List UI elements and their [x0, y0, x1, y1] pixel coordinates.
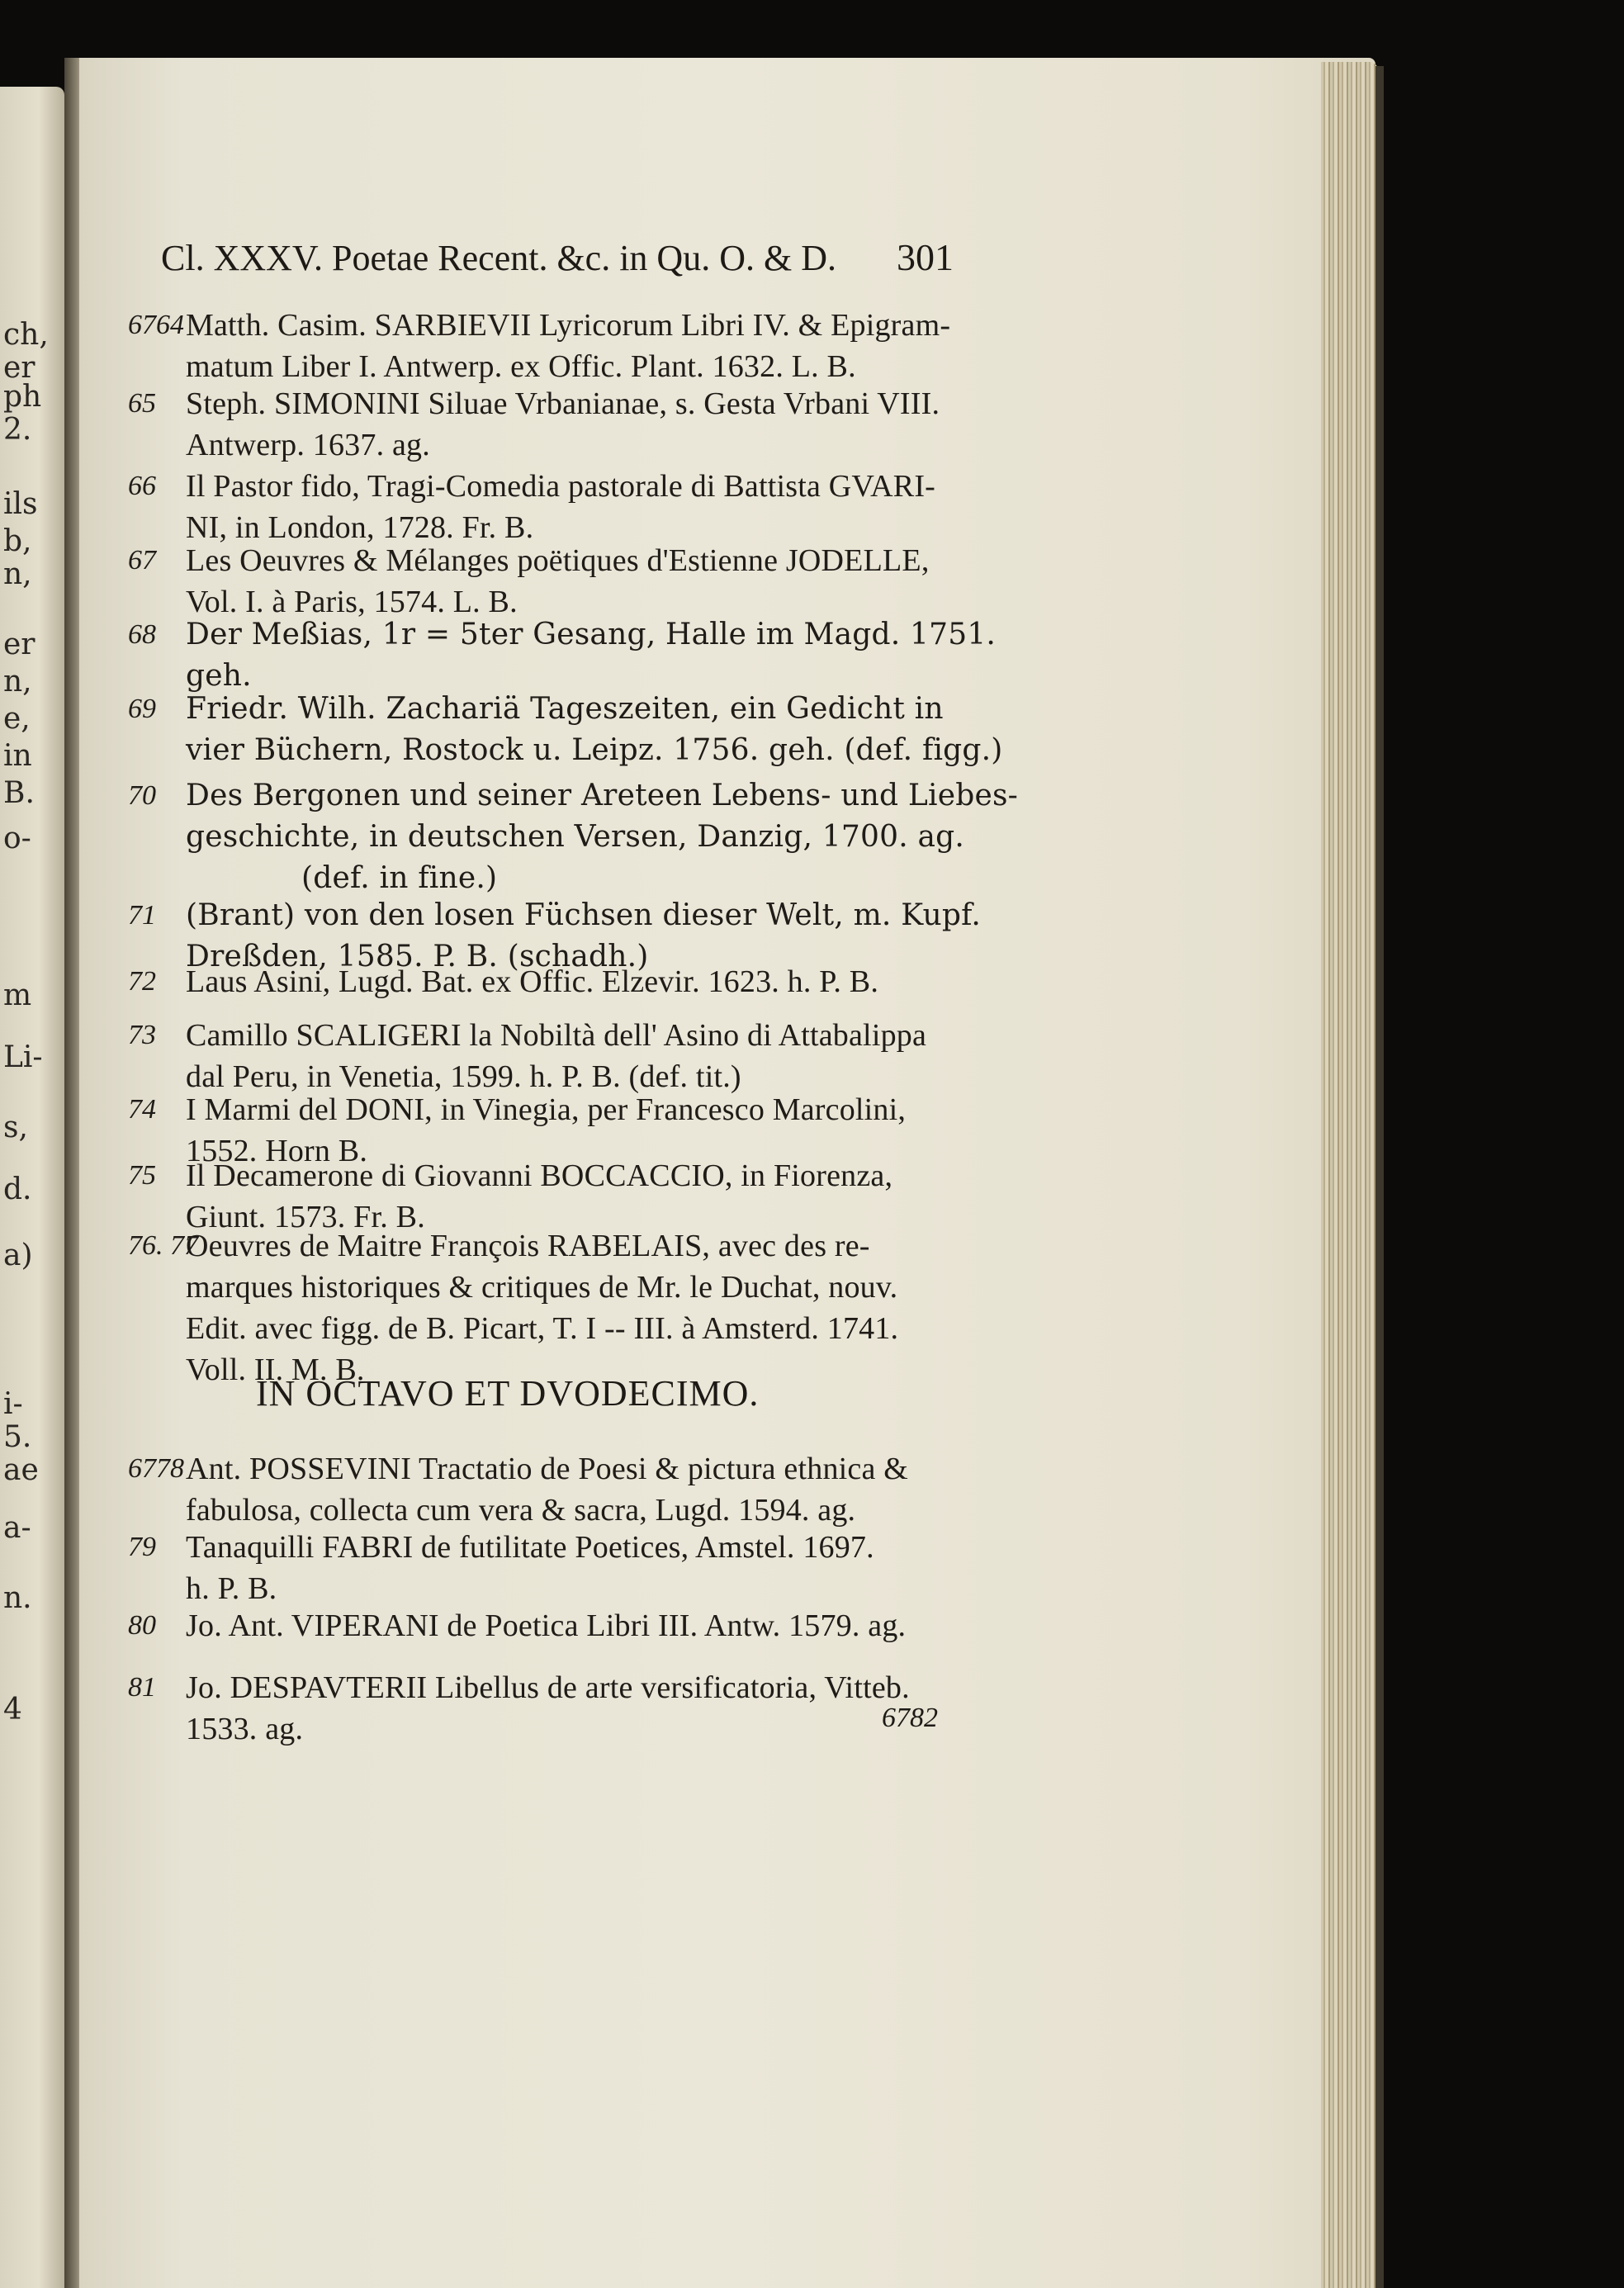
entry-line: 1533. ag. [186, 1712, 304, 1746]
entry-line: Des Bergonen und seiner Areteen Lebens- und Liebes- [186, 779, 1019, 812]
left-page-fragment: 5. [3, 1420, 32, 1454]
page-fore-edge [1321, 62, 1379, 2288]
left-page-fragment: a) [3, 1239, 33, 1272]
left-page-fragment: Li- [3, 1040, 43, 1074]
entry-line: Friedr. Wilh. Zachariä Tageszeiten, ein Gedicht in [186, 692, 944, 726]
left-page-fragment: n, [3, 665, 32, 699]
entry-line: marques historiques & critiques de Mr. le Duchat, nouv. [186, 1270, 898, 1305]
left-page-fragment: er [3, 351, 36, 385]
entry-number: 71 [128, 900, 156, 931]
left-page-fragment: in [3, 739, 32, 773]
fore-edge-shadow [1375, 66, 1384, 2288]
entry-line: fabulosa, collecta cum vera & sacra, Lugd. 1594. ag. [186, 1493, 856, 1528]
left-page-fragment: n. [3, 1581, 32, 1615]
entry-line: Il Pastor fido, Tragi-Comedia pastorale di Battista GVARI- [186, 469, 936, 504]
entry-number: 69 [128, 694, 156, 724]
entry-number: 68 [128, 619, 156, 650]
entry-number: 76. 77 [128, 1230, 198, 1261]
entry-line: dal Peru, in Venetia, 1599. h. P. B. (def. tit.) [186, 1059, 741, 1094]
entry-line: Camillo SCALIGERI la Nobiltà dell' Asino di Attabalippa [186, 1018, 927, 1053]
entry-number: 75 [128, 1160, 156, 1191]
entry-line: (Brant) von den losen Füchsen dieser Welt, m. Kupf. [186, 898, 982, 932]
entry-line: h. P. B. [186, 1571, 277, 1606]
entry-line: matum Liber I. Antwerp. ex Offic. Plant. 1632. L. B. [186, 349, 856, 384]
left-page-fragment: er [3, 628, 36, 661]
entry-line: Matth. Casim. SARBIEVII Lyricorum Libri IV. & Epigram- [186, 308, 951, 343]
entry-line: Laus Asini, Lugd. Bat. ex Offic. Elzevir. 1623. h. P. B. [186, 964, 879, 999]
left-page-fragment: i- [3, 1387, 23, 1421]
entry-line: vier Büchern, Rostock u. Leipz. 1756. geh. (def. figg.) [186, 733, 1003, 767]
entry-line: Jo. Ant. VIPERANI de Poetica Libri III. Antw. 1579. ag. [186, 1608, 907, 1643]
header-title: Cl. XXXV. Poetae Recent. &c. in Qu. O. & D. [161, 238, 836, 278]
entry-line: Vol. I. à Paris, 1574. L. B. [186, 585, 518, 619]
entry-line: Oeuvres de Maitre François RABELAIS, avec des re- [186, 1229, 870, 1263]
entry-line: Ant. POSSEVINI Tractatio de Poesi & pictura ethnica & [186, 1452, 909, 1486]
entry-line: Edit. avec figg. de B. Picart, T. I -- III. à Amsterd. 1741. [186, 1311, 899, 1346]
entry-line: geschichte, in deutschen Versen, Danzig, 1700. ag. [186, 820, 965, 854]
entry-number: 80 [128, 1610, 156, 1641]
left-page-fragment: a- [3, 1511, 31, 1545]
left-page-fragment: 4 [3, 1693, 22, 1727]
entry-line: Jo. DESPAVTERII Libellus de arte versificatoria, Vitteb. [186, 1670, 910, 1705]
entry-line: 1552. Horn B. [186, 1134, 368, 1168]
left-page-fragment: n, [3, 557, 32, 591]
entry-number: 74 [128, 1094, 156, 1125]
entry-line: Voll. II. M. B. [186, 1352, 365, 1387]
entry-line: (def. in fine.) [301, 861, 498, 895]
left-page-fragment: s, [3, 1111, 28, 1144]
entry-line: Antwerp. 1637. ag. [186, 428, 430, 462]
left-page-fragment: ph [3, 380, 42, 414]
left-page-fragment: b, [3, 524, 32, 558]
catchword: 6782 [882, 1703, 938, 1733]
section-heading: IN OCTAVO ET DVODECIMO. [256, 1373, 760, 1414]
left-page-fragment: d. [3, 1172, 32, 1206]
entry-number: 67 [128, 545, 156, 576]
entry-number: 70 [128, 780, 156, 811]
entry-line: Der Meßias, 1r = 5ter Gesang, Halle im Magd. 1751. [186, 618, 997, 651]
entry-line: geh. [186, 659, 252, 693]
left-page-fragment: e, [3, 702, 31, 736]
left-page-fragment: ch, [3, 318, 49, 352]
entry-line: I Marmi del DONI, in Vinegia, per Francesco Marcolini, [186, 1092, 907, 1127]
left-page-fragment: ils [3, 487, 38, 521]
entry-number: 81 [128, 1672, 156, 1703]
entry-line: Steph. SIMONINI Siluae Vrbanianae, s. Gesta Vrbani VIII. [186, 386, 940, 421]
entry-number: 79 [128, 1532, 156, 1562]
entry-number: 72 [128, 966, 156, 997]
entry-number: 6764 [128, 310, 184, 340]
left-page-fragment: o- [3, 822, 31, 855]
entry-line: NI, in London, 1728. Fr. B. [186, 510, 534, 545]
running-header [161, 235, 954, 279]
entry-line: Les Oeuvres & Mélanges poëtiques d'Estienne JODELLE, [186, 543, 930, 578]
entry-line: Dreßden, 1585. P. B. (schadh.) [186, 940, 649, 973]
entry-line: Il Decamerone di Giovanni BOCCACCIO, in Fiorenza, [186, 1158, 893, 1193]
left-page-fragment: B. [3, 776, 35, 810]
left-page-fragment: m [3, 978, 32, 1012]
left-page-edge [0, 87, 64, 2288]
entry-number: 66 [128, 471, 156, 501]
entry-number: 65 [128, 388, 156, 419]
left-page-fragment: 2. [3, 413, 32, 447]
page-number: 301 [897, 236, 954, 278]
left-page-fragment: ae [3, 1453, 39, 1487]
entry-number: 73 [128, 1020, 156, 1050]
entry-line: Tanaquilli FABRI de futilitate Poetices, Amstel. 1697. [186, 1530, 874, 1565]
entry-number: 6778 [128, 1453, 184, 1484]
entry-line: Giunt. 1573. Fr. B. [186, 1200, 425, 1234]
